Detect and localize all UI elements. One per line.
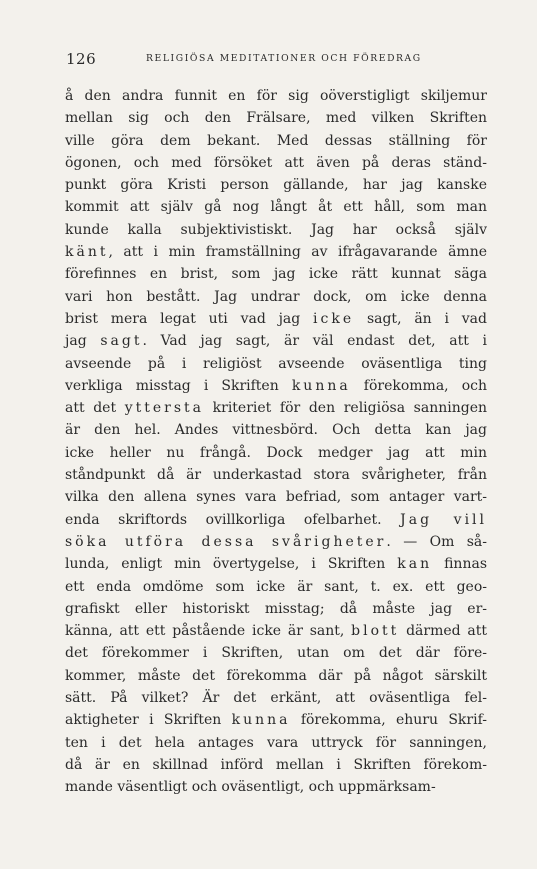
text-line: [65, 241, 487, 263]
text-line: [65, 85, 487, 107]
text-line: [65, 642, 487, 664]
text-segment: å den andra funnit en för sig oöverstigligt skiljemur: [65, 88, 487, 104]
text-segment: brist mera legat uti vad jag: [65, 310, 314, 327]
text-segment: vilka den allena synes vara befriad, som antager vart-: [65, 489, 487, 506]
text-segment: jag: [65, 333, 101, 350]
text-segment: ville göra dem bekant. Med dessas ställning för: [65, 132, 487, 149]
text-line: [65, 419, 487, 441]
text-line: [65, 263, 487, 285]
text-line: [65, 152, 487, 174]
spaced-emphasis: icke: [313, 310, 355, 327]
text-line: [65, 598, 487, 620]
text-segment: lunda, enligt min övertygelse, i Skriften: [65, 556, 398, 573]
text-line: [65, 687, 487, 709]
text-segment: ett enda omdöme som icke är sant, t. ex. ett geo-: [65, 578, 487, 595]
text-segment: kommit att själv gå nog långt åt ett håll, som man: [65, 199, 487, 216]
text-segment: det förekommer i Skriften, utan om det där före-: [65, 645, 487, 662]
page-header: [66, 50, 506, 74]
text-segment: , att i min framställning av ifrågavarande ämne: [108, 244, 487, 261]
text-segment: mellan sig och den Frälsare, med vilken Skriften: [65, 110, 487, 127]
spaced-emphasis: blott: [351, 623, 400, 640]
spaced-emphasis: kan: [397, 556, 433, 573]
spaced-emphasis: känt: [65, 244, 109, 261]
text-line: [65, 442, 487, 464]
text-line: [65, 464, 487, 486]
text-segment: förekomma, ehuru Skrif-: [290, 712, 488, 729]
text-segment: ståndpunkt då är underkastad stora svårigheter, från: [65, 467, 487, 484]
text-line: [65, 130, 487, 152]
text-line: [65, 776, 487, 798]
text-line: [65, 353, 487, 375]
text-segment: förefinnes en brist, som jag icke rätt kunnat säga: [65, 266, 487, 283]
text-segment: förekomma, och: [350, 377, 487, 394]
text-segment: kriteriet för den religiösa sanningen: [204, 400, 487, 417]
text-segment: finnas: [432, 556, 487, 573]
text-segment: . Vad jag sagt, är väl endast det, att i: [142, 333, 487, 350]
text-segment: kommer, måste det förekomma där på något särskilt: [65, 667, 487, 684]
text-segment: . — Om så-: [386, 533, 487, 550]
text-line: [65, 330, 487, 352]
text-segment: ögonen, och med försöket att även på deras ständ-: [65, 154, 487, 171]
spaced-emphasis: kunna: [231, 712, 291, 729]
text-segment: därmed att: [399, 623, 487, 640]
text-segment: är den hel. Andes vittnesbörd. Och detta kan jag: [65, 422, 487, 439]
text-segment: sätt. På vilket? Är det erkänt, att oväsentliga fel-: [65, 690, 487, 707]
text-segment: känna, att ett påstående icke är sant,: [65, 623, 352, 640]
text-line: [65, 509, 487, 531]
text-segment: kunde kalla subjektivistiskt. Jag har också själv: [65, 221, 487, 238]
text-line: [65, 576, 487, 598]
text-line: [65, 620, 487, 642]
running-head: RELIGIÖSA MEDITATIONER OCH FÖREDRAG: [146, 53, 422, 64]
text-segment: avseende på i religiöst avseende oväsentliga ting: [65, 355, 487, 372]
spaced-emphasis: kunna: [291, 377, 351, 394]
text-segment: verkliga misstag i Skriften: [65, 377, 292, 394]
text-line: [65, 107, 487, 129]
text-segment: sagt, än i vad: [354, 310, 487, 327]
text-line: [65, 308, 487, 330]
text-line: [65, 174, 487, 196]
text-segment: mande väsentligt och oväsentligt, och uppmärksam-: [65, 779, 436, 796]
page-number: 126: [66, 50, 97, 68]
text-segment: ten i det hela antages vara uttryck för sanningen,: [65, 734, 487, 751]
text-segment: icke heller nu frångå. Dock medger jag att min: [65, 444, 487, 461]
spaced-emphasis: yttersta: [124, 400, 205, 417]
text-line: [65, 196, 487, 218]
text-segment: grafiskt eller historiskt misstag; då måste jag er-: [65, 600, 487, 617]
text-line: [65, 397, 487, 419]
text-line: [65, 531, 487, 553]
text-line: [65, 286, 487, 308]
text-segment: vari hon bestått. Jag undrar dock, om icke denna: [65, 288, 487, 305]
text-segment: enda skriftords ovillkorliga ofelbarhet.: [65, 511, 401, 528]
text-line: [65, 732, 487, 754]
spaced-emphasis: Jag vill: [400, 511, 487, 528]
text-segment: att det: [65, 400, 125, 417]
spaced-emphasis: sagt: [100, 333, 143, 350]
text-line: [65, 219, 487, 241]
text-line: [65, 709, 487, 731]
text-segment: aktigheter i Skriften: [65, 712, 232, 729]
spaced-emphasis: söka utföra dessa svårigheter: [65, 533, 387, 550]
text-line: [65, 553, 487, 575]
text-segment: punkt göra Kristi person gällande, har jag kanske: [65, 177, 487, 194]
text-segment: då är en skillnad införd mellan i Skriften förekom-: [65, 756, 487, 773]
text-line: [65, 486, 487, 508]
body-text: [65, 85, 487, 799]
text-line: [65, 375, 487, 397]
text-line: [65, 665, 487, 687]
text-line: [65, 754, 487, 776]
